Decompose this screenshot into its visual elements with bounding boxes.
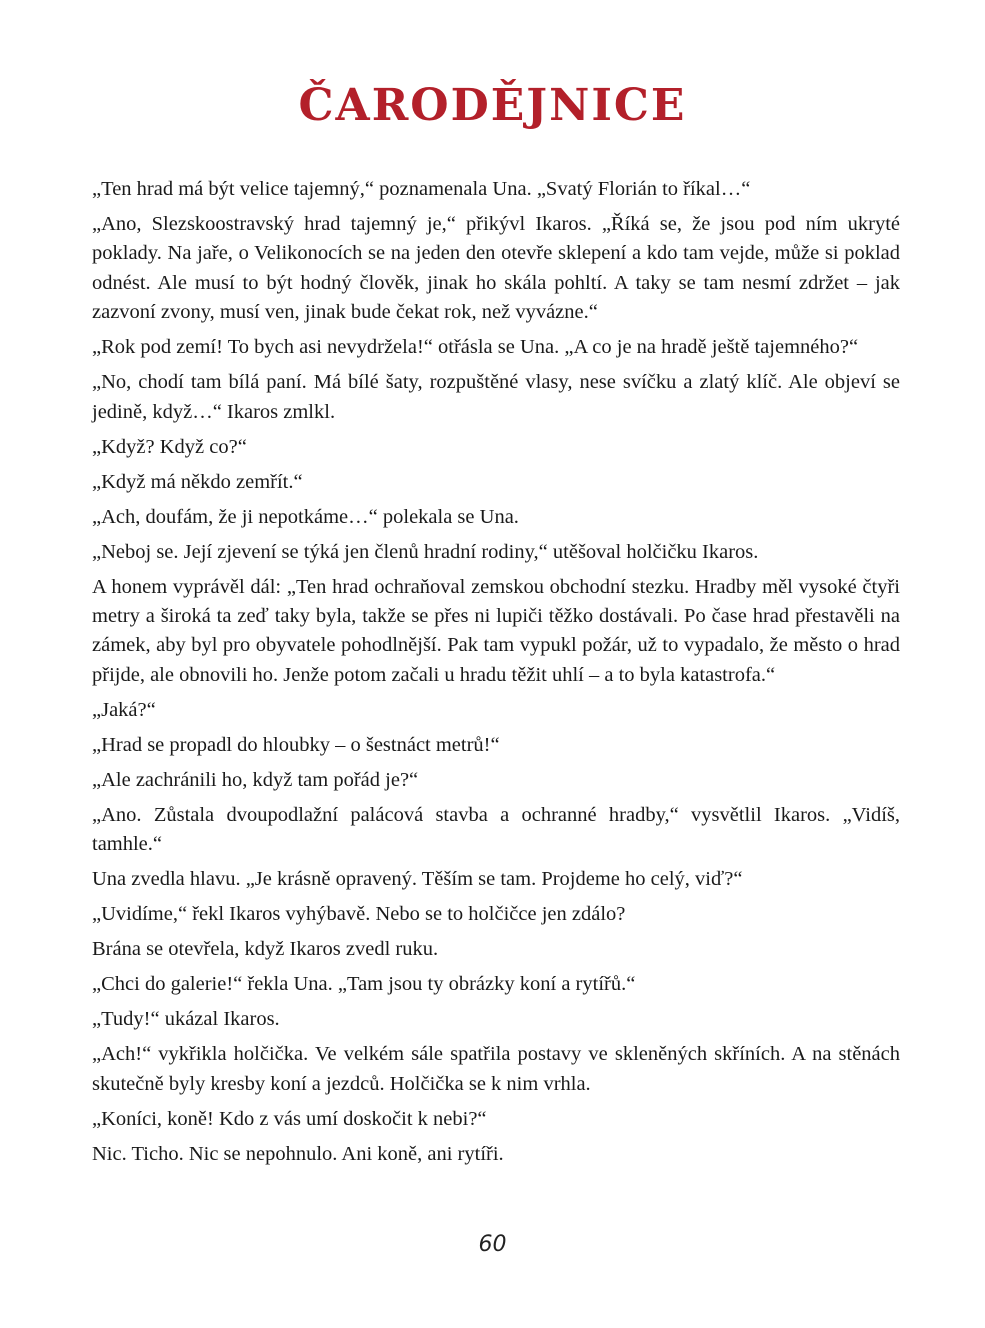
- chapter-title: ČARODĚJNICE: [298, 80, 687, 131]
- paragraph: Brána se otevřela, když Ikaros zvedl ruku.: [92, 938, 439, 961]
- paragraph: „Hrad se propadl do hloubky – o šestnáct metrů!“: [92, 733, 500, 756]
- paragraph: „Neboj se. Její zjevení se týká jen členů hradní rodiny,“ utěšoval holčičku Ikaros.: [92, 540, 759, 563]
- paragraph: „Ten hrad má být velice tajemný,“ poznamenala Una. „Svatý Florián to říkal…“: [92, 178, 751, 200]
- paragraph: „Koníci, koně! Kdo z vás umí doskočit k nebi?“: [92, 1107, 487, 1130]
- paragraph: „Jaká?“: [92, 698, 156, 721]
- paragraph: „Když? Když co?“: [92, 435, 247, 458]
- body-text: [92, 175, 900, 1175]
- paragraph: „Ale zachránili ho, když tam pořád je?“: [92, 768, 419, 791]
- paragraph: Nic. Ticho. Nic se nepohnulo. Ani koně, ani rytíři.: [92, 1142, 504, 1165]
- paragraph: „Ano. Zůstala dvoupodlažní palácová stavba a ochranné hradby,“ vysvětlil Ikaros. „Vidíš, tamhle.“: [92, 803, 900, 856]
- paragraph: „Ach!“ vykřikla holčička. Ve velkém sále spatřila postavy ve skleněných skříních. A na stěnách skutečně byly kresby koní a jezdců. Holčička se k nim vrhla.: [92, 1043, 900, 1095]
- paragraph: „Rok pod zemí! To bych asi nevydržela!“ otřásla se Una. „A co je na hradě ještě tajemného?“: [92, 336, 859, 359]
- paragraph: „No, chodí tam bílá paní. Má bílé šaty, rozpuštěné vlasy, nese svíčku a zlatý klíč. Ale objeví se jedině, když…“ Ikaros zmlkl.: [92, 371, 900, 423]
- paragraph: „Když má někdo zemřít.“: [92, 470, 303, 493]
- page-number: 60: [478, 1232, 507, 1257]
- paragraph: „Chci do galerie!“ řekla Una. „Tam jsou ty obrázky koní a rytířů.“: [92, 973, 636, 996]
- paragraph: Una zvedla hlavu. „Je krásně opravený. Těším se tam. Projdeme ho celý, viď?“: [92, 868, 743, 891]
- paragraph: „Ano, Slezskoostravský hrad tajemný je,“ přikývl Ikaros. „Říká se, že jsou pod ním ukryté poklady. Na jaře, o Velikonocích se na jeden den otevře sklepení a kdo tam vejde, může si poklad odnést. Ale musí to být hodný člověk, jinak ho skála pohltí. A taky se tam nesmí zdržet – jak zazvoní zvony, musí ven, jinak bude čekat rok, než vyvázne.“: [92, 213, 900, 324]
- paragraph: „Uvidíme,“ řekl Ikaros vyhýbavě. Nebo se to holčičce jen zdálo?: [92, 903, 626, 926]
- paragraph: A honem vyprávěl dál: „Ten hrad ochraňoval zemskou obchodní stezku. Hradby měl vysoké čtyři metry a široká ta zeď taky byla, takže se přes ni lupiči těžko dostávali. Po čase hrad přestavěli na zámek, aby byl pro obyvatele pohodlnější. Pak tam vypukl požár, už to vypadalo, že město o hrad přijde, ale obnovili ho. Jenže potom začali u hradu těžit uhlí – a to byla katastrofa.“: [92, 575, 900, 686]
- paragraph: „Tudy!“ ukázal Ikaros.: [92, 1008, 280, 1031]
- paragraph: „Ach, doufám, že ji nepotkáme…“ polekala se Una.: [92, 505, 519, 528]
